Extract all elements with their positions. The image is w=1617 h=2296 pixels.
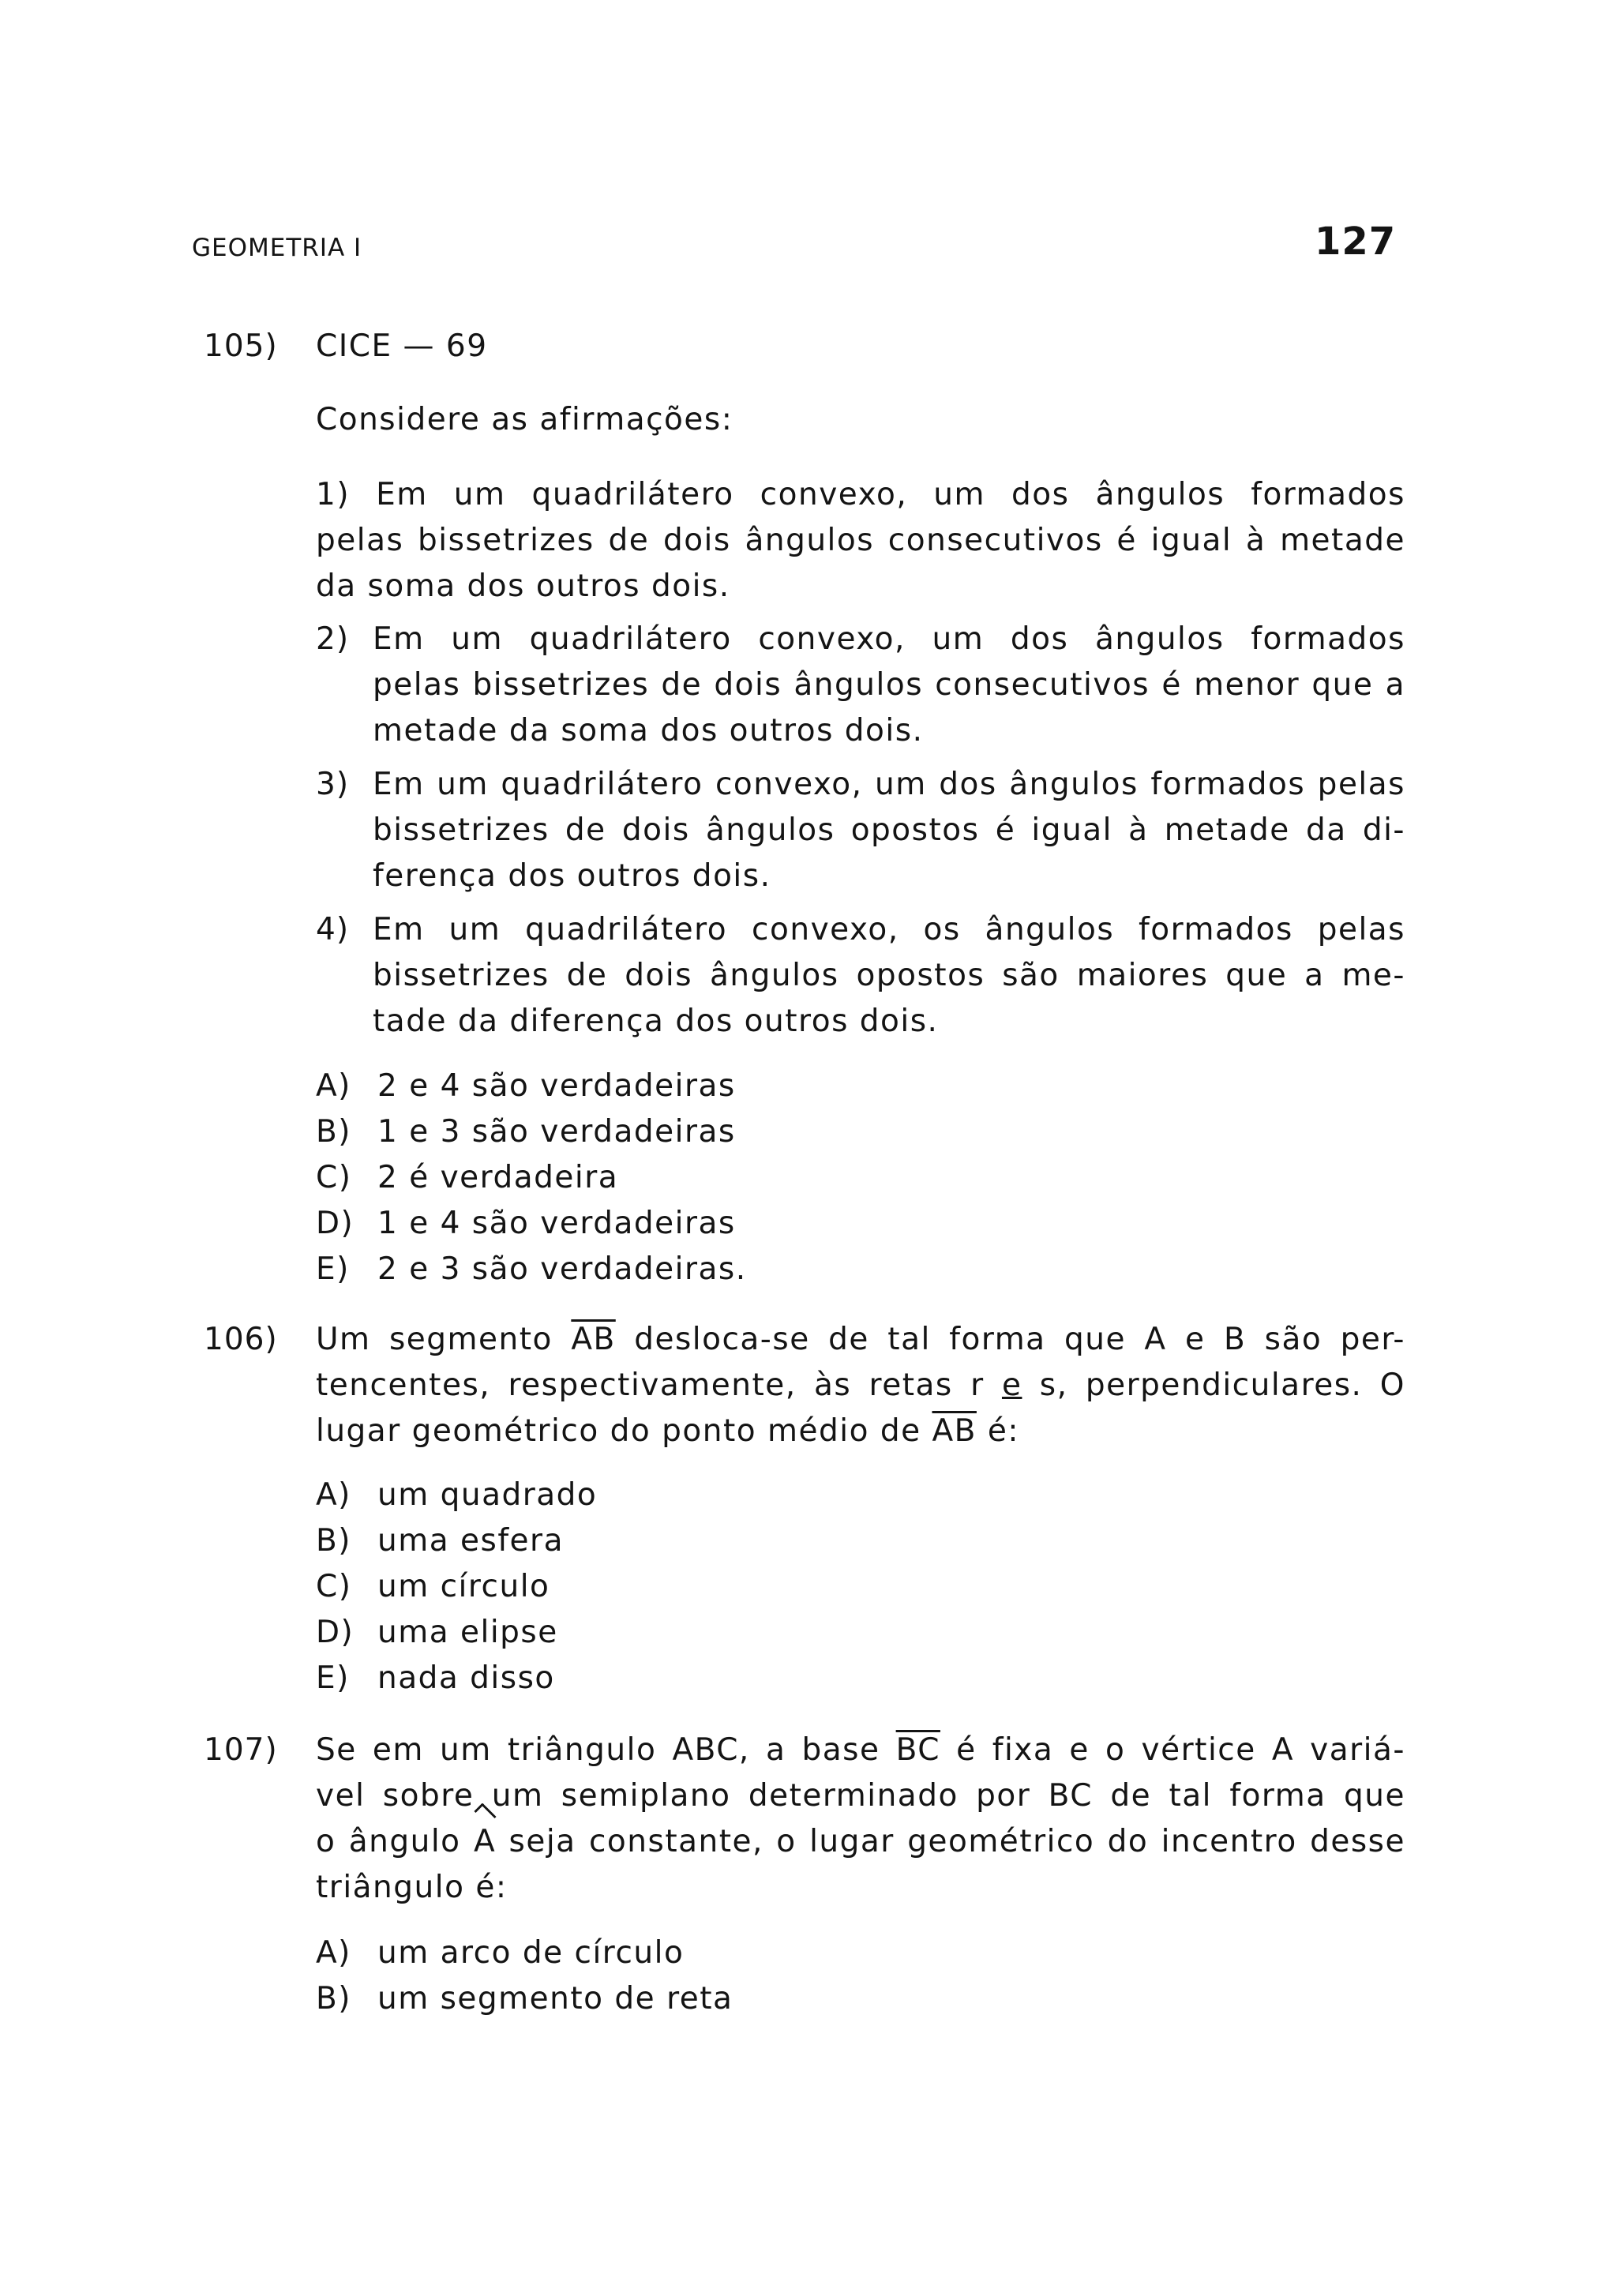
segment-bc: $\overline{BC}$ (895, 1732, 940, 1768)
q105-option-c: C) 2 é verdadeira (316, 1160, 619, 1195)
question-107-number: 107) (204, 1732, 278, 1768)
question-107-line-4: triângulo é: (316, 1870, 508, 1905)
segment-ab-2: $\overline{AB}$ (932, 1413, 977, 1449)
question-107-line-1: Se em um triângulo ABC, a base $\overline{BC}$ é fixa e o vértice A variá- (316, 1732, 1405, 1768)
statement-1-number: 1) (316, 477, 351, 512)
q106-option-c: C) um círculo (316, 1569, 550, 1604)
question-105-number: 105) (204, 328, 278, 364)
statement-4-line-2: bissetrizes de dois ângulos opostos são maiores que a me- (373, 958, 1405, 993)
q106-option-e: E) nada disso (316, 1660, 555, 1696)
statement-4-number: 4) (316, 912, 350, 947)
statement-2-number: 2) (316, 621, 350, 657)
question-106-line-3: lugar geométrico do ponto médio de $\overline{AB}$ é: (316, 1413, 1019, 1449)
statement-1-line-1 (316, 472, 1405, 518)
statement-4-line-3: tade da diferença dos outros dois. (373, 1004, 939, 1039)
q106-option-d: D) uma elipse (316, 1615, 558, 1650)
question-106-line-2: tencentes, respectivamente, às retas r e s, perpendiculares. O (316, 1367, 1405, 1403)
segment-ab: $\overline{AB}$ (571, 1322, 616, 1357)
question-105-intro: Considere as afirmações: (316, 402, 733, 437)
statement-2-line-3: metade da soma dos outros dois. (373, 713, 924, 748)
statement-3-line-2: bissetrizes de dois ângulos opostos é igual à metade da di- (373, 812, 1405, 848)
question-107-line-2: vel sobre um semiplano determinado por BC de tal forma que (316, 1778, 1405, 1814)
statement-3-line-3: ferença dos outros dois. (373, 858, 771, 894)
angle-a: A (474, 1819, 496, 1865)
statement-3-line-1: Em um quadrilátero convexo, um dos ângulos formados pelas (373, 767, 1405, 802)
q107-option-b: B) um segmento de reta (316, 1981, 733, 2017)
page-number: 127 (1315, 219, 1397, 264)
question-106-line-1: Um segmento $\overline{AB}$ desloca-se de tal forma que A e B são per- (316, 1322, 1405, 1357)
q105-option-e: E) 2 e 3 são verdadeiras. (316, 1251, 747, 1287)
running-title: GEOMETRIA I (192, 234, 362, 262)
q107-option-a: A) um arco de círculo (316, 1935, 685, 1971)
q105-option-d: D) 1 e 4 são verdadeiras (316, 1206, 736, 1241)
statement-1-line-2: pelas bissetrizes de dois ângulos consecutivos é igual à metade (316, 523, 1405, 558)
q106-option-b: B) uma esfera (316, 1523, 564, 1559)
q106-option-a: A) um quadrado (316, 1477, 598, 1513)
statement-1-line-3: da soma dos outros dois. (316, 568, 730, 604)
statement-2-line-2: pelas bissetrizes de dois ângulos consecutivos é menor que a (373, 667, 1405, 703)
q105-option-b: B) 1 e 3 são verdadeiras (316, 1114, 736, 1150)
statement-4-line-1: Em um quadrilátero convexo, os ângulos formados pelas (373, 912, 1405, 947)
statement-1-text: Em um quadrilátero convexo, um dos ângulos formados (376, 477, 1405, 512)
question-105-source: CICE — 69 (316, 328, 488, 364)
question-107-line-3: o ângulo A seja constante, o lugar geométrico do incentro desse (316, 1819, 1405, 1865)
statement-3-number: 3) (316, 767, 350, 802)
q105-option-a: A) 2 e 4 são verdadeiras (316, 1068, 736, 1104)
statement-2-line-1: Em um quadrilátero convexo, um dos ângulos formados (373, 621, 1405, 657)
question-106-number: 106) (204, 1322, 278, 1357)
